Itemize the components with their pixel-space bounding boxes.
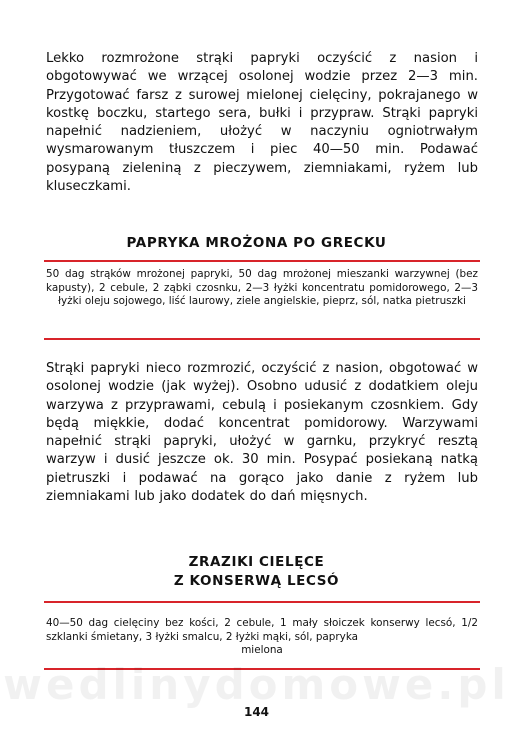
recipe1-top-rule — [44, 260, 480, 262]
recipe2-title-line1: ZRAZIKI CIELĘCE — [188, 554, 325, 570]
recipe2-title-line2: Z KONSERWĄ LECSÓ — [173, 573, 340, 589]
recipe1-instructions: Strąki papryki nieco rozmrozić, oczyścić z nasion, obgotować w osolonej wodzie (jak wyżej). Osobno udusić z dodatkiem oleju warzywa z przyprawami, cebulą i posiekanym czosnkiem. Gdy będą miękkie, dodać koncentrat pomidorowy. Warzywami napełnić strąki papryki, ułożyć w garnku, przykryć resztą warzyw i dusić jeszcze ok. 30 min. Posypać posiekaną natką pietruszki i podawać na gorąco jako danie z ryżem lub ziemniakami lub jako dodatek do dań mięsnych. — [46, 361, 478, 505]
recipe2-ingredients-text: 40—50 dag cielęciny bez kości, 2 cebule, 1 mały słoiczek konserwy lecsó, 1/2 szklanki śmietany, 3 łyżki smalcu, 2 łyżki mąki, sól, papryka — [46, 617, 478, 643]
recipe2-ingredients-last: mielona — [241, 644, 283, 657]
page-number: 144 — [243, 705, 270, 719]
recipe1-ingredients: 50 dag strąków mrożonej papryki, 50 dag mrożonej mieszanki warzywnej (bez kapusty), 2 cebule, 2 ząbki czosnku, 2—3 łyżki koncentratu pomidorowego, 2—3 łyżki oleju sojowego, liść laurowy, ziele angielskie, pieprz, sól, natka pietruszki — [46, 268, 478, 308]
recipe1-title: PAPRYKA MROŻONA PO GRECKU — [126, 235, 387, 251]
intro-paragraph: Lekko rozmrożone strąki papryki oczyścić z nasion i obgotowywać we wrzącej osolonej wodzie przez 2—3 min. Przygotować farsz z surowej mielonej cielęciny, pokrajanego w kostkę boczku, startego sera, bułki i przypraw. Strąki papryki napełnić nadzieniem, ułożyć w naczyniu ogniotrwałym wysmarowanym tłuszczem i piec 40—50 min. Podawać posypaną zieleniną z pieczywem, ziemniakami, ryżem lub kluseczkami. — [46, 51, 478, 195]
recipe2-top-rule — [44, 601, 480, 603]
recipe1-bottom-rule — [44, 338, 480, 340]
watermark: wedlinydomowe.pl — [3, 660, 510, 709]
recipe2-ingredients — [46, 617, 478, 658]
